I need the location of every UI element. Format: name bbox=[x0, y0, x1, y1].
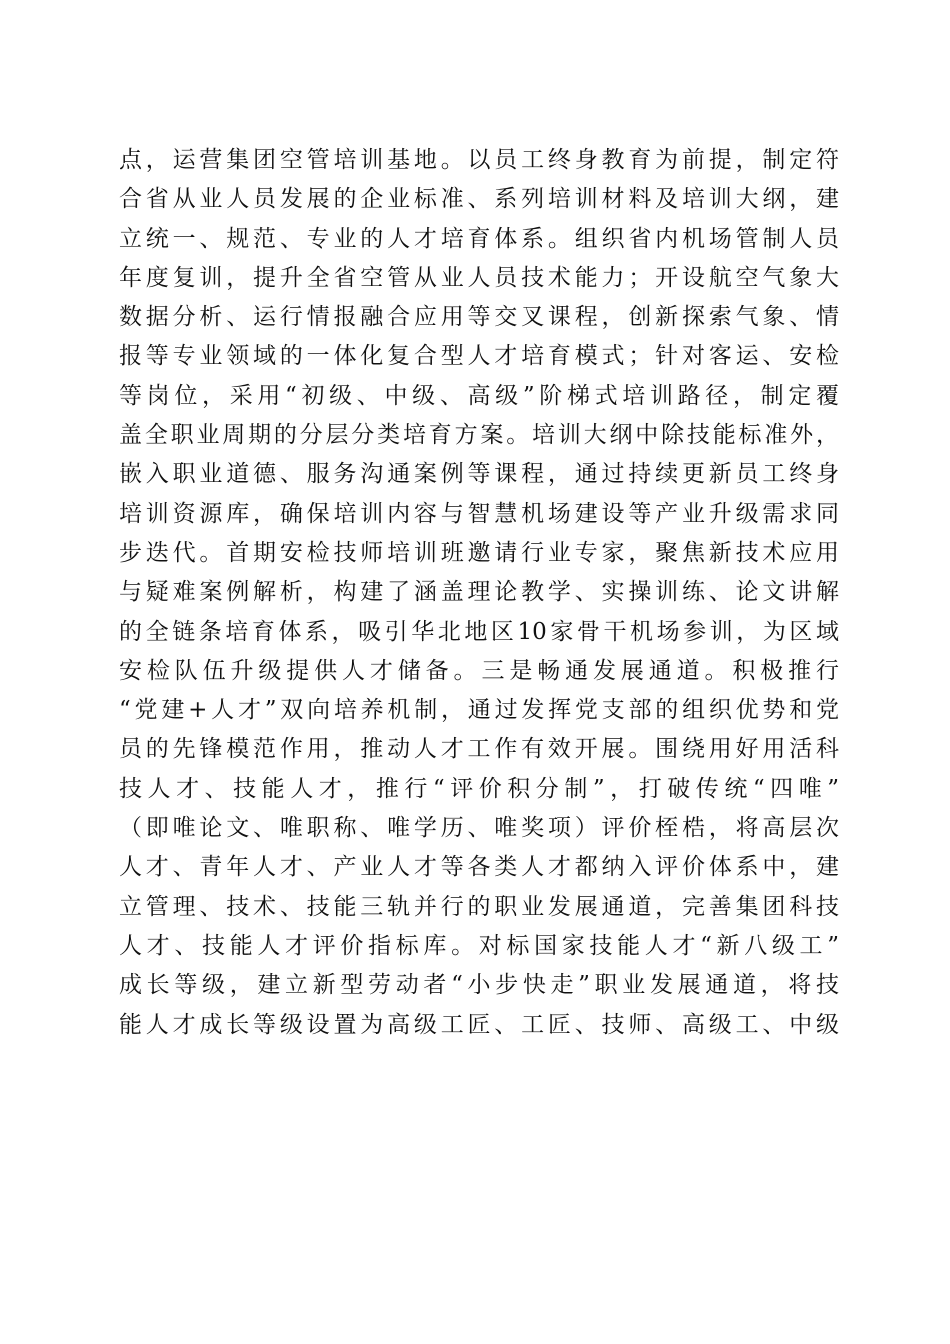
body-paragraph bbox=[119, 141, 839, 1045]
text-line: 成长等级，建立新型劳动者“小步快走”职业发展通道，将技 bbox=[119, 972, 839, 999]
text-line: 点，运营集团空管培训基地。以员工终身教育为前提，制定符 bbox=[119, 147, 839, 173]
text-line: 报等专业领域的一体化复合型人才培育模式；针对客运、安检 bbox=[119, 343, 839, 370]
text-line: 技人才、技能人才，推行“评价积分制”，打破传统“四唯” bbox=[119, 775, 839, 802]
text-line: 数据分析、运行情报融合应用等交叉课程，创新探索气象、情 bbox=[119, 304, 839, 331]
text-line: 员的先锋模范作用，推动人才工作有效开展。围绕用好用活科 bbox=[119, 736, 839, 763]
text-line: 步迭代。首期安检技师培训班邀请行业专家，聚焦新技术应用 bbox=[119, 539, 839, 566]
text-line: 立统一、规范、专业的人才培育体系。组织省内机场管制人员 bbox=[119, 225, 839, 252]
text-line: 合省从业人员发展的企业标准、系列培训材料及培训大纲，建 bbox=[119, 186, 839, 213]
text-line: 能人才成长等级设置为高级工匠、工匠、技师、高级工、中级 bbox=[119, 1011, 839, 1038]
text-line: 年度复训，提升全省空管从业人员技术能力；开设航空气象大 bbox=[119, 264, 839, 291]
text-line: 人才、青年人才、产业人才等各类人才都纳入评价体系中，建 bbox=[119, 854, 839, 881]
text-line: 等岗位，采用“初级、中级、高级”阶梯式培训路径，制定覆 bbox=[119, 382, 839, 409]
text-line: 人才、技能人才评价指标库。对标国家技能人才“新八级工” bbox=[119, 932, 839, 959]
text-line: 的全链条培育体系，吸引华北地区10家骨干机场参训，为区域 bbox=[119, 618, 839, 645]
text-line: 立管理、技术、技能三轨并行的职业发展通道，完善集团科技 bbox=[119, 893, 839, 920]
text-line: 盖全职业周期的分层分类培育方案。培训大纲中除技能标准外， bbox=[119, 422, 839, 449]
text-line: 培训资源库，确保培训内容与智慧机场建设等产业升级需求同 bbox=[119, 500, 839, 527]
text-line: 嵌入职业道德、服务沟通案例等课程，通过持续更新员工终身 bbox=[119, 461, 839, 488]
text-line: “党建+人才”双向培养机制，通过发挥党支部的组织优势和党 bbox=[119, 697, 839, 724]
text-line: 与疑难案例解析，构建了涵盖理论教学、实操训练、论文讲解 bbox=[119, 579, 839, 606]
text-line: （即唯论文、唯职称、唯学历、唯奖项）评价桎梏，将高层次 bbox=[119, 815, 839, 842]
text-line: 安检队伍升级提供人才储备。三是畅通发展通道。积极推行 bbox=[119, 657, 839, 684]
